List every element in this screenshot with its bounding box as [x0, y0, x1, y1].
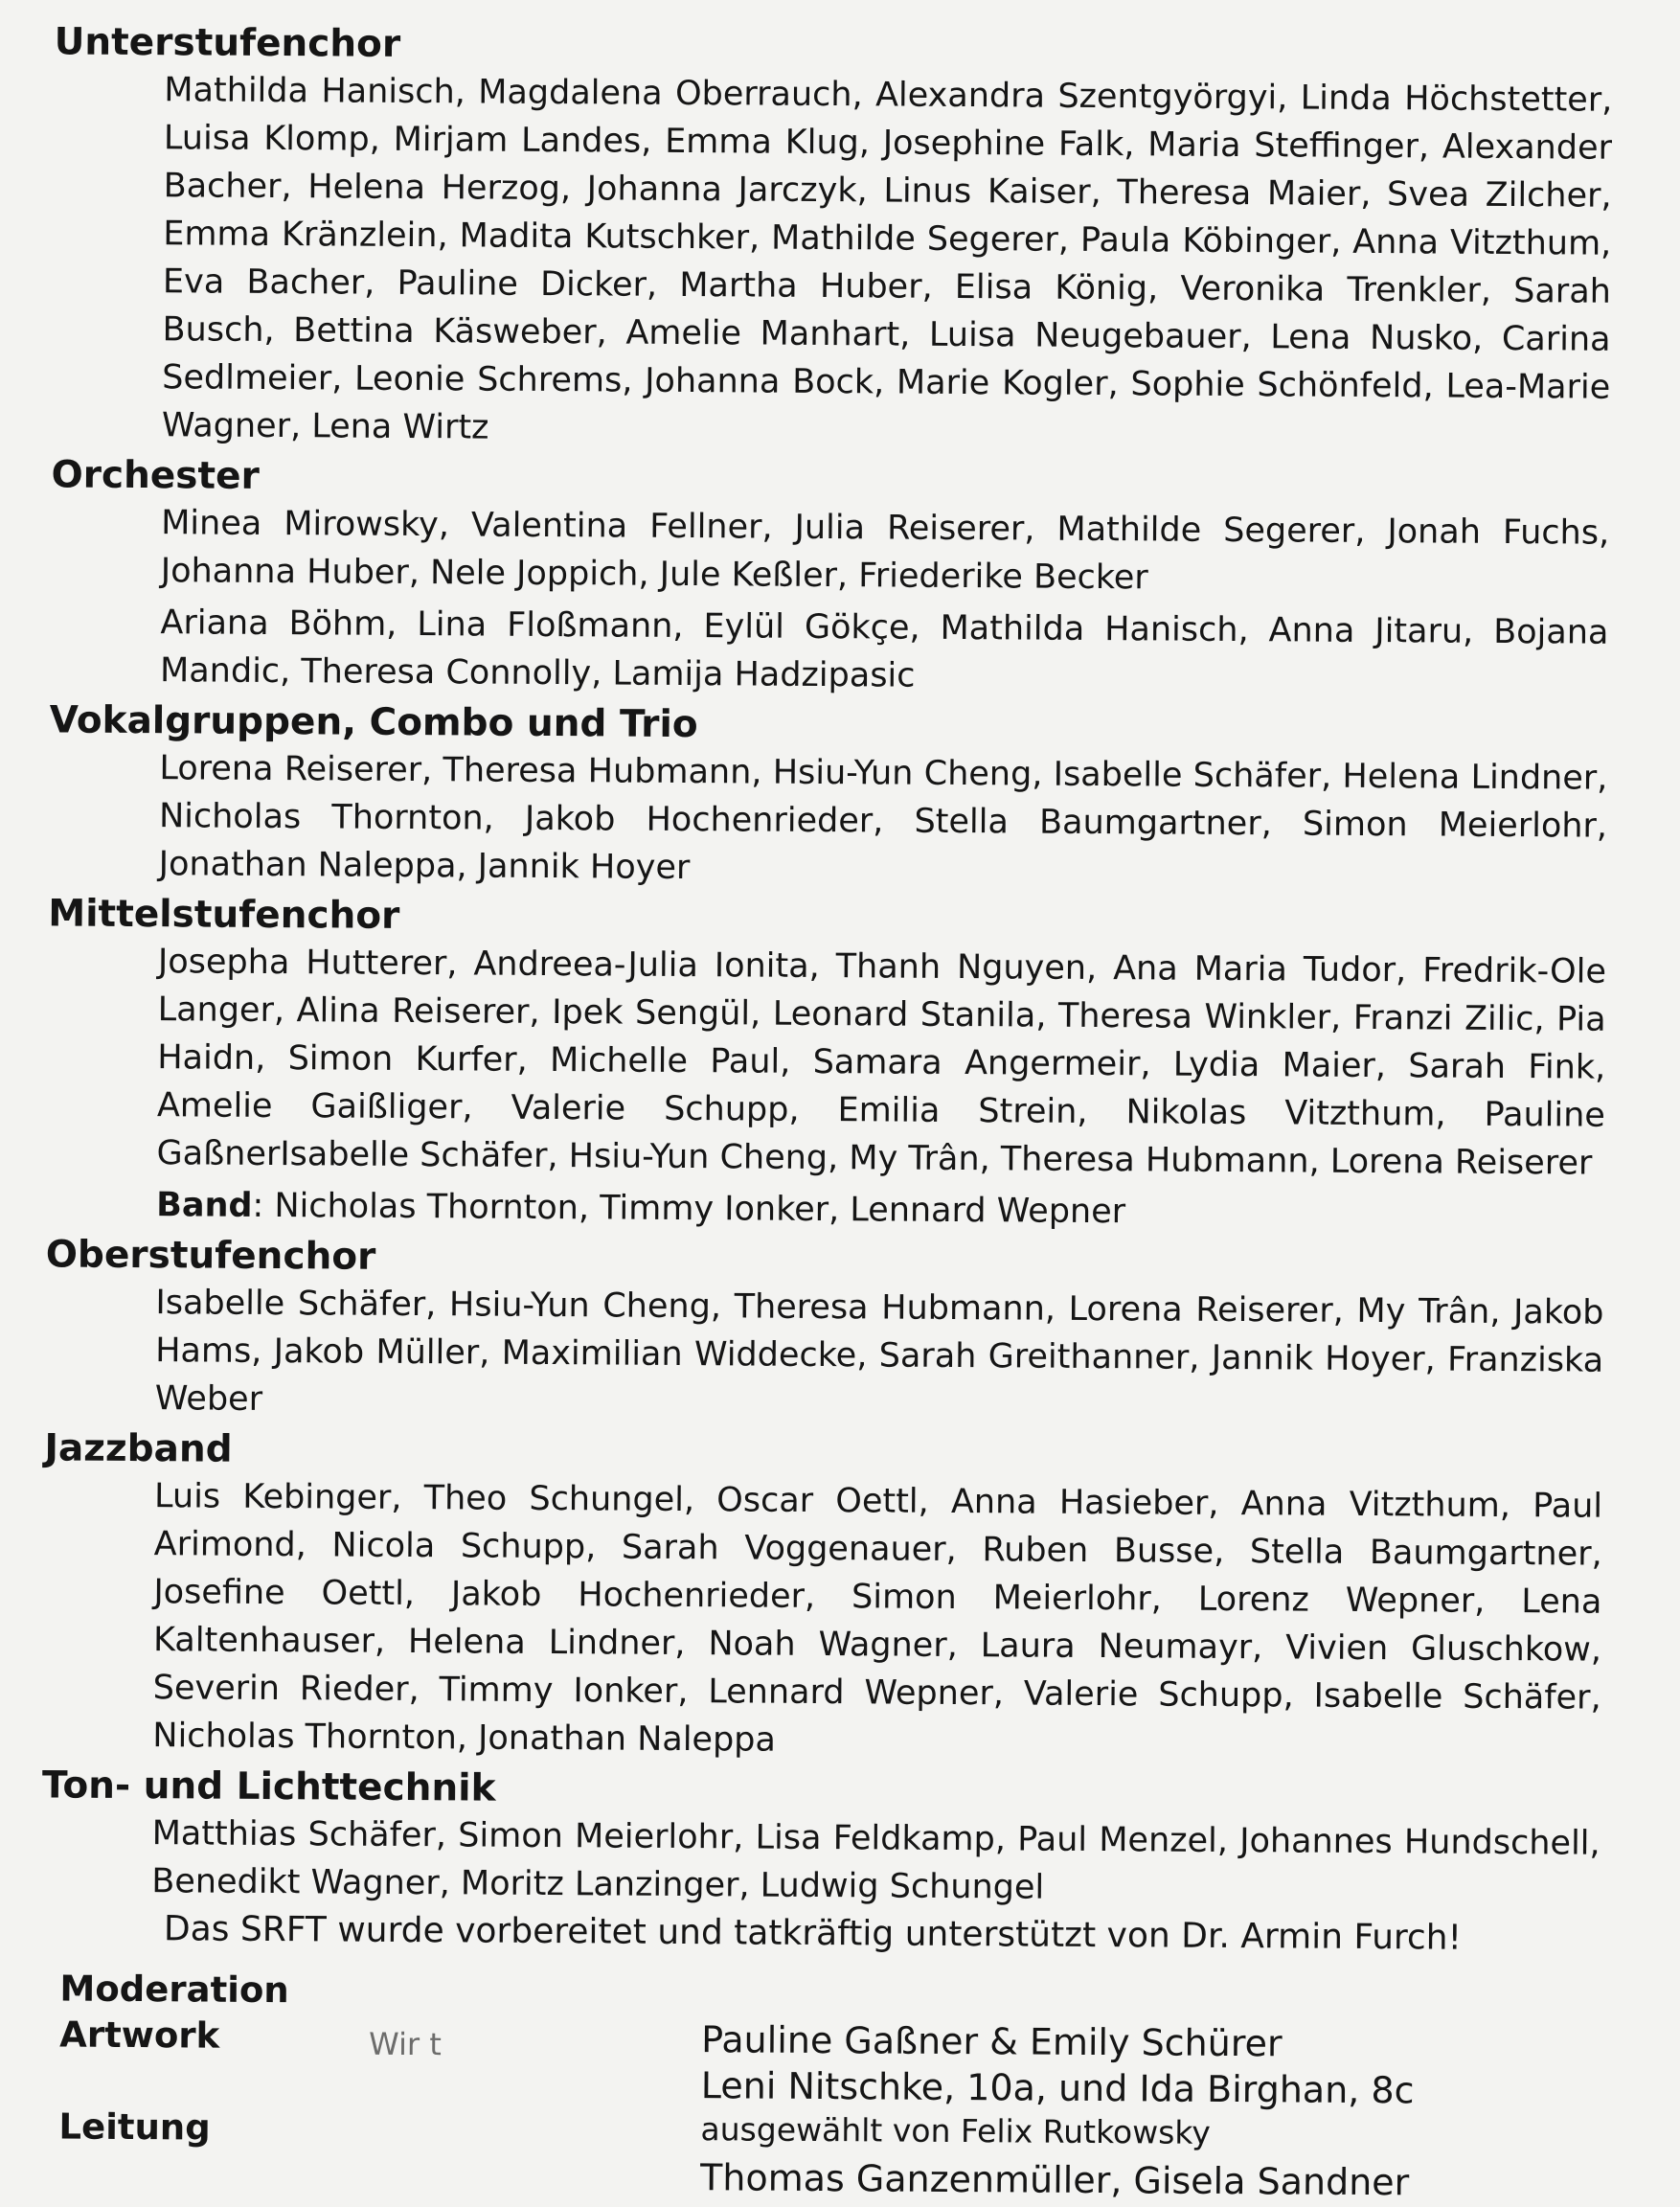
section-heading: Oberstufenchor: [45, 1233, 376, 1279]
section-names: Matthias Schäfer, Simon Meierlohr, Lisa Feldkamp, Paul Menzel, Johannes Hundschell, Benedikt Wagner, Moritz Lanzinger, Ludwig Schungel: [151, 1814, 1601, 1907]
leitung-label: Leitung: [58, 2105, 211, 2149]
section-names: Minea Mirowsky, Valentina Fellner, Julia Reiserer, Mathilde Segerer, Jonah Fuchs, Johanna Huber, Nele Joppich, Jule Keßler, Friederike Becker: [160, 504, 1610, 598]
section-mittelstufenchor: [46, 891, 1606, 1239]
section-heading: Unterstufenchor: [54, 20, 401, 66]
band-line: [156, 1181, 1604, 1240]
section-orchester: [50, 452, 1610, 704]
section-heading: Orchester: [51, 453, 260, 498]
artwork-label: Artwork: [59, 2014, 220, 2057]
section-unterstufenchor: [52, 19, 1613, 459]
band-names: : Nicholas Thornton, Timmy Ionker, Lennard Wepner: [252, 1186, 1126, 1232]
moderation-names: Pauline Gaßner & Emily Schürer: [701, 2018, 1283, 2065]
credits-table: [39, 1966, 1600, 2206]
section-names: Isabelle Schäfer, Hsiu-Yun Cheng, Theresa Hubmann, Lorena Reiserer, My Trân, Jakob Hams, Jakob Müller, Maximilian Widdecke, Sarah Greithanner, Jannik Hoyer, Franziska Weber: [154, 1284, 1604, 1419]
moderation-value: [701, 1970, 1599, 2023]
section-names: Lorena Reiserer, Theresa Hubmann, Hsiu-Yun Cheng, Isabelle Schäfer, Helena Lindner, Nicholas Thornton, Jakob Hochenrieder, Stella Baumgartner, Simon Meierlohr, Jonathan Naleppa, Jannik Hoyer: [158, 749, 1608, 888]
empty-label: [40, 2058, 701, 2108]
section-heading: Mittelstufenchor: [48, 892, 400, 938]
section-names: Josepha Hutterer, Andreea-Julia Ionita, Thanh Nguyen, Ana Maria Tudor, Fredrik-Ole Langer, Alina Reiserer, Ipek Sengül, Leonard Stanila, Theresa Winkler, Franzi Zilic, Pia Haidn, Simon Kurfer, Michelle Paul, Samara Angermeir, Lydia Maier, Sarah Fink, Amelie Gaißliger, Valerie Schupp, Emilia Strein, Nikolas Vitzthum, Pauline GaßnerIsabelle Schäfer, Hsiu-Yun Cheng, My Trân, Theresa Hubmann, Lorena Reiserer: [156, 943, 1607, 1183]
moderation-label: Moderation: [59, 1968, 289, 2012]
section-heading: Vokalgruppen, Combo und Trio: [49, 698, 698, 747]
section-heading: Jazzband: [44, 1426, 233, 1471]
section-heading: Ton- und Lichttechnik: [41, 1763, 496, 1810]
section-vokalgruppen: [49, 697, 1608, 898]
section-jazzband: [42, 1425, 1602, 1769]
section-ton-lichttechnik: [41, 1763, 1601, 1915]
support-note: Das SRFT wurde vorbereitet und tatkräftig unterstützt von Dr. Armin Furch!: [163, 1909, 1463, 1958]
artwork-value: Leni Nitschke, 10a, und Ida Birghan, 8c: [700, 2064, 1415, 2112]
section-names-second: Ariana Böhm, Lina Floßmann, Eylül Gökçe, Mathilda Hanisch, Anna Jitaru, Bojana Mandic, Theresa Connolly, Lamija Hadzipasic: [159, 603, 1609, 695]
section-names: Mathilda Hanisch, Magdalena Oberrauch, Alexandra Szentgyörgyi, Linda Höchstetter, Luisa Klomp, Mirjam Landes, Emma Klug, Josephine Falk, Maria Steffinger, Alexander Bacher, Helena Herzog, Johanna Jarczyk, Linus Kaiser, Theresa Maier, Svea Zilcher, Emma Kränzlein, Madita Kutschker, Mathilde Segerer, Paula Köbinger, Anna Vitzthum, Eva Bacher, Pauline Dicker, Martha Huber, Elisa König, Veronika Trenkler, Sarah Busch, Bettina Käsweber, Amelie Manhart, Luisa Neugebauer, Lena Nusko, Carina Sedlmeier, Leonie Schrems, Johanna Bock, Marie Kogler, Sophie Schönfeld, Lea-Marie Wagner, Lena Wirtz: [161, 71, 1613, 447]
section-names: Luis Kebinger, Theo Schungel, Oscar Oettl, Anna Hasieber, Anna Vitzthum, Paul Arimond, Nicola Schupp, Sarah Voggenauer, Ruben Busse, Stella Baumgartner, Josefine Oettl, Jakob Hochenrieder, Simon Meierlohr, Lorenz Wepner, Lena Kaltenhauser, Helena Lindner, Noah Wagner, Laura Neumayr, Vivien Gluschkow, Severin Rieder, Timmy Ionker, Lennard Wepner, Valerie Schupp, Isabelle Schäfer, Nicholas Thornton, Jonathan Naleppa: [152, 1477, 1603, 1760]
leitung-value: Thomas Ganzenmüller, Gisela Sandner: [699, 2156, 1410, 2204]
band-label: Band: [156, 1186, 253, 1225]
cut-off-text: Wir t: [368, 2025, 442, 2063]
empty-label-2: [39, 2150, 700, 2200]
section-oberstufenchor: [45, 1232, 1604, 1432]
artwork-selection: ausgewählt von Felix Rutkowsky: [700, 2110, 1211, 2151]
